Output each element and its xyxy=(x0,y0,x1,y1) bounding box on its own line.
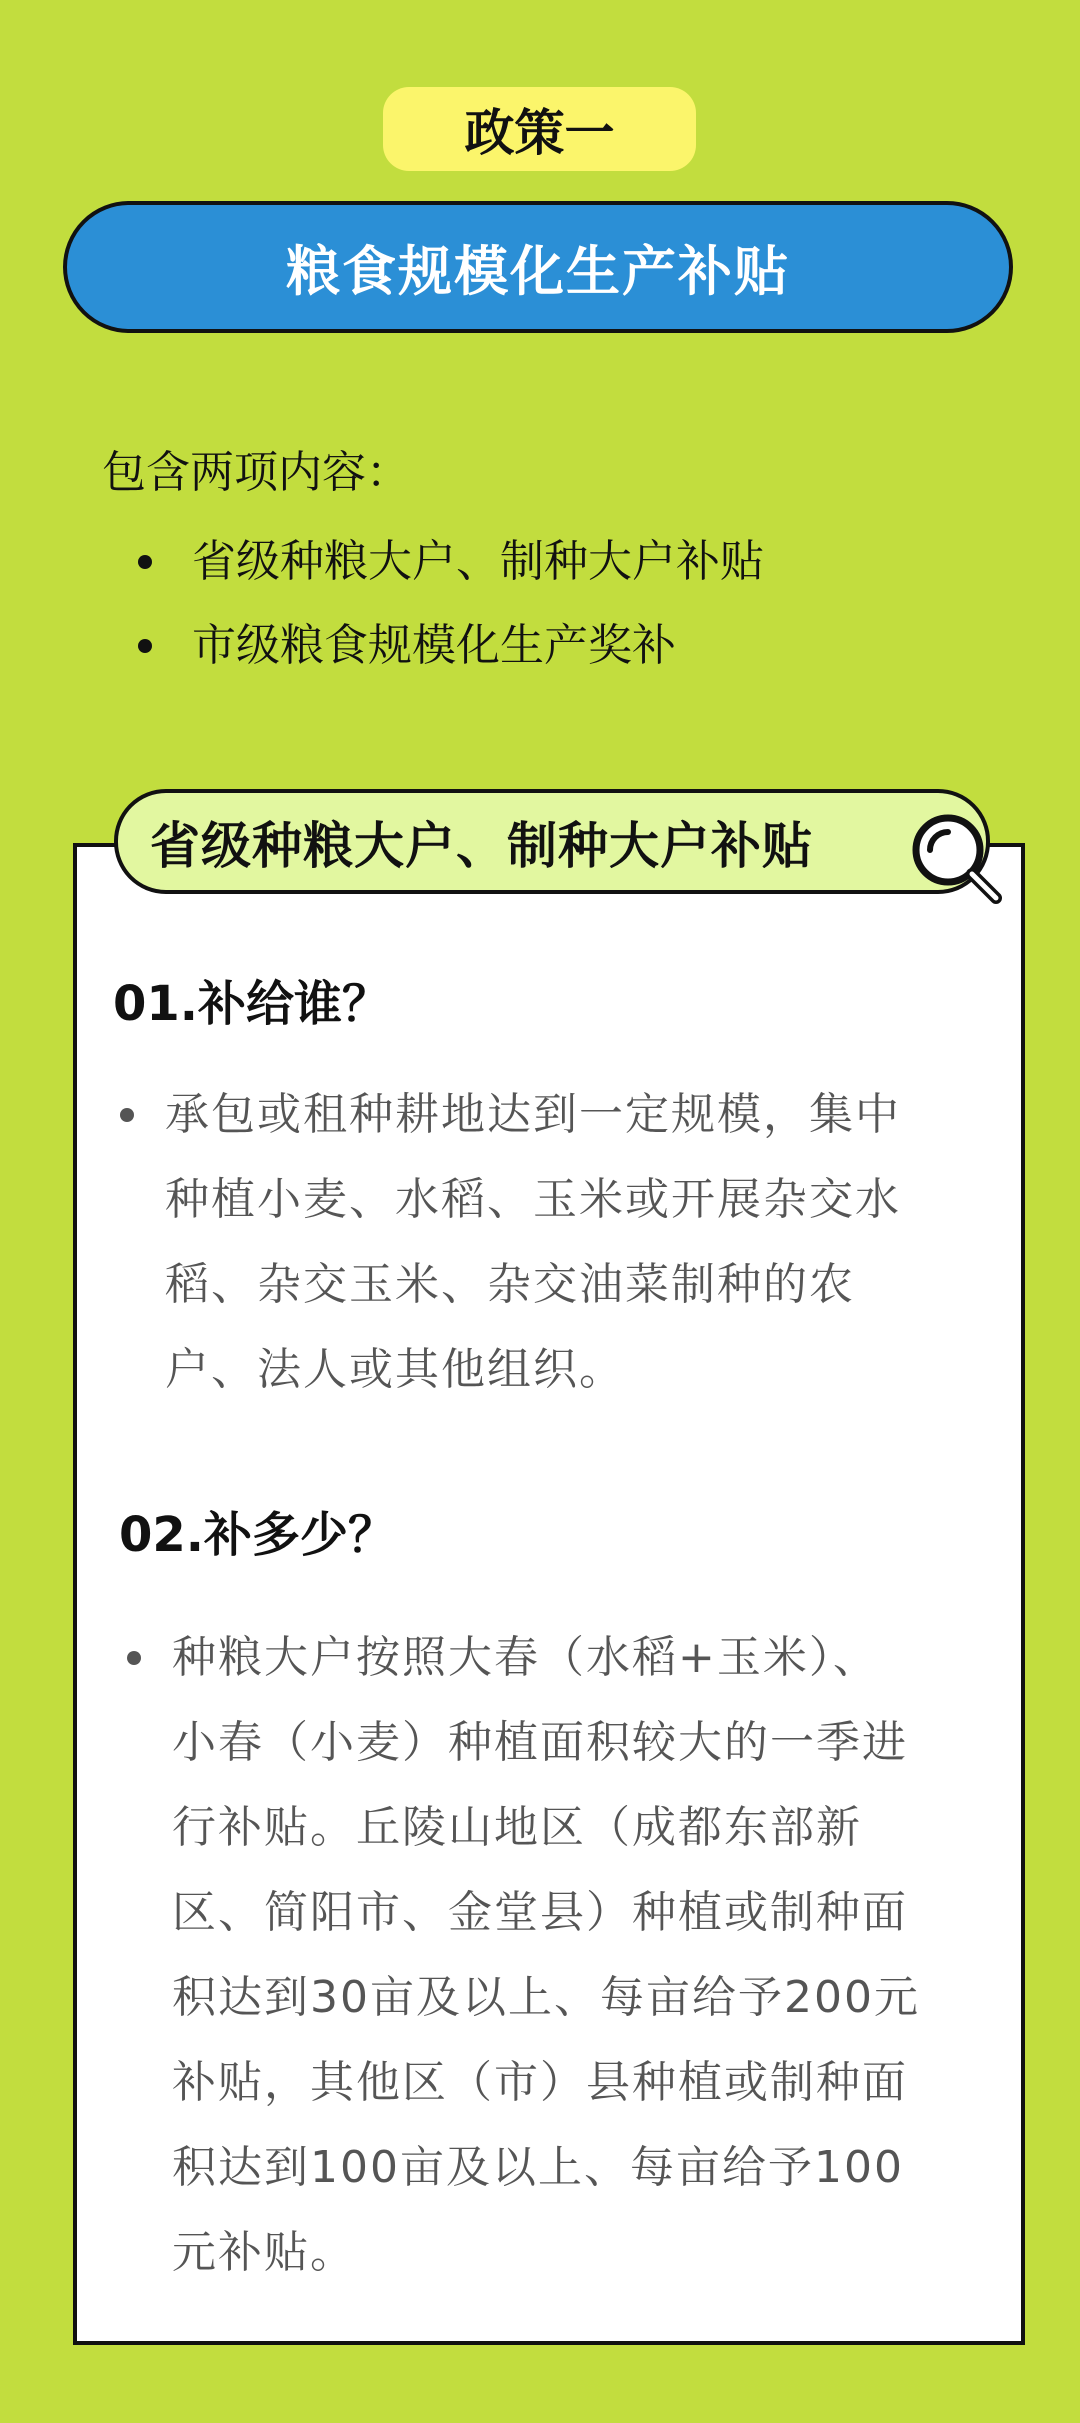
section-title-who: 01.补给谁？ xyxy=(113,976,391,1032)
page-title: 粮食规模化生产补贴 xyxy=(63,201,1013,333)
list-item-label: 省级种粮大户、制种大户补贴 xyxy=(192,536,764,587)
text-line: 积达到100亩及以上、每亩给予100 xyxy=(172,2142,904,2193)
bullet-icon xyxy=(120,1108,134,1122)
bullet-icon xyxy=(138,555,152,569)
search-icon xyxy=(906,808,1010,912)
intro-heading: 包含两项内容： xyxy=(102,447,410,498)
panel-header: 省级种粮大户、制种大户补贴 xyxy=(114,789,990,894)
text-line: 小春（小麦）种植面积较大的一季进 xyxy=(172,1717,908,1768)
section-body-amount xyxy=(172,1615,920,2295)
text-line: 区、简阳市、金堂县）种植或制种面 xyxy=(172,1887,908,1938)
policy-badge: 政策一 xyxy=(383,87,696,171)
bullet-icon xyxy=(138,639,152,653)
list-item-label: 市级粮食规模化生产奖补 xyxy=(192,620,676,671)
text-line: 户、法人或其他组织。 xyxy=(165,1344,625,1395)
text-line: 积达到30亩及以上、每亩给予200元 xyxy=(172,1972,920,2023)
section-title-amount: 02.补多少？ xyxy=(119,1507,397,1563)
text-line: 补贴，其他区（市）县种植或制种面 xyxy=(172,2057,908,2108)
text-line: 元补贴。 xyxy=(172,2227,356,2278)
list-item xyxy=(138,520,764,604)
list-item xyxy=(138,604,764,688)
text-line: 承包或租种耕地达到一定规模，集中 xyxy=(165,1089,901,1140)
intro-list xyxy=(138,520,764,688)
text-line: 种植小麦、水稻、玉米或开展杂交水 xyxy=(165,1174,901,1225)
text-line: 稻、杂交玉米、杂交油菜制种的农 xyxy=(165,1259,855,1310)
section-body-who xyxy=(165,1072,901,1412)
text-line: 行补贴。丘陵山地区（成都东部新 xyxy=(172,1802,862,1853)
bullet-icon xyxy=(127,1651,141,1665)
text-line: 种粮大户按照大春（水稻+玉米）、 xyxy=(172,1632,879,1683)
